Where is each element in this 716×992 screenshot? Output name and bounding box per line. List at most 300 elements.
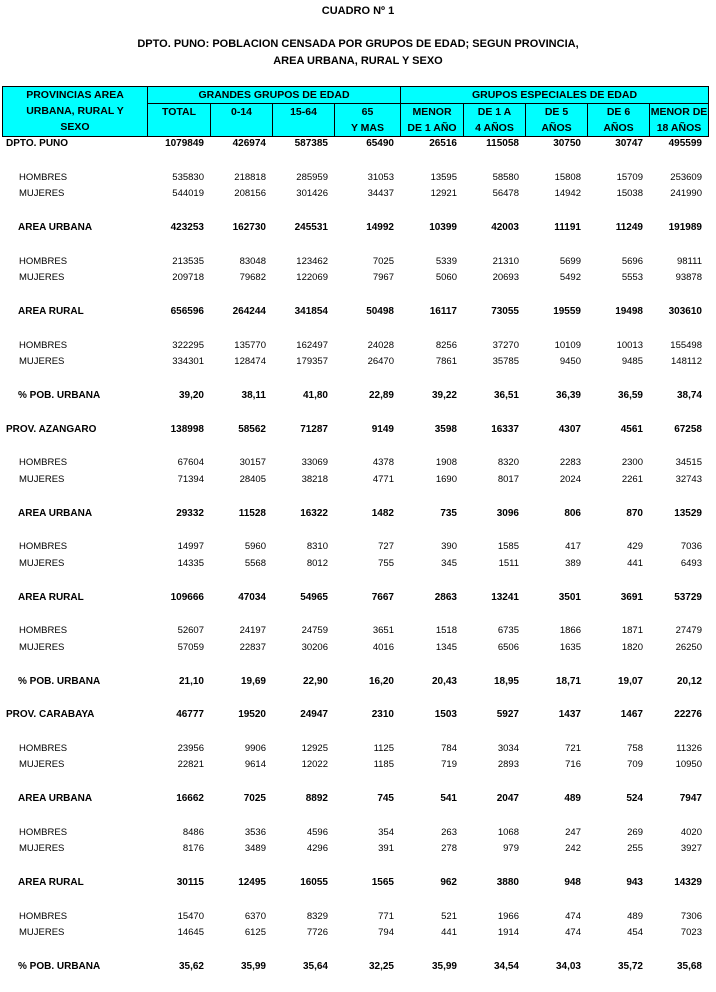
cell-value: 474	[565, 927, 581, 939]
row-label: MUJERES	[19, 557, 65, 569]
cell-value: 162497	[296, 339, 328, 351]
row-label: DPTO. PUNO	[6, 138, 69, 149]
cell-value: 521	[441, 910, 457, 922]
cell-value: 334301	[172, 356, 204, 368]
cell-value: 98111	[676, 255, 702, 267]
spacer-row	[2, 203, 708, 220]
row-label: AREA RURAL	[18, 591, 84, 603]
cell-value: 745	[377, 793, 394, 805]
cell-value: 4771	[372, 473, 394, 485]
table-row	[2, 506, 708, 523]
spacer-cell	[2, 489, 708, 506]
row-label: HOMBRES	[19, 625, 68, 637]
cell-value: 9450	[559, 356, 581, 368]
cell-value: 15709	[616, 171, 643, 183]
cell-value: 1585	[497, 541, 519, 553]
cell-value: 5339	[435, 255, 457, 267]
cell-value: 242	[565, 843, 581, 855]
spacer-row	[2, 690, 708, 707]
table-row	[2, 925, 708, 942]
cell-value: 155498	[670, 339, 702, 351]
cell-value: 30750	[553, 138, 581, 149]
cell-value: 1914	[497, 927, 519, 939]
table-row	[2, 556, 708, 573]
cell-value: 26250	[675, 641, 702, 653]
cell-value: 735	[440, 507, 457, 519]
spacer-cell	[2, 724, 708, 741]
cell-value: 4296	[306, 843, 328, 855]
row-label: MUJERES	[19, 927, 65, 939]
cell-value: 255	[627, 843, 643, 855]
row-label: HOMBRES	[19, 910, 68, 922]
cell-value: 34,54	[493, 961, 519, 973]
cell-value: 13595	[430, 171, 457, 183]
cell-value: 806	[564, 507, 581, 519]
cell-value: 8892	[305, 793, 328, 805]
cell-value: 39,20	[178, 389, 204, 401]
cell-value: 10109	[554, 339, 581, 351]
spacer-cell	[2, 573, 708, 590]
cell-value: 57059	[177, 641, 204, 653]
cell-value: 4378	[372, 457, 394, 469]
cell-value: 10013	[616, 339, 643, 351]
row-label: AREA URBANA	[18, 793, 93, 805]
cell-value: 1079849	[165, 138, 204, 149]
cell-value: 544019	[172, 188, 204, 200]
cell-value: 6493	[680, 557, 702, 569]
cell-value: 6506	[497, 641, 519, 653]
table-row	[2, 825, 708, 842]
cell-value: 3489	[244, 843, 266, 855]
spacer-cell	[2, 774, 708, 791]
row-label: HOMBRES	[19, 457, 68, 469]
spacer-cell	[2, 892, 708, 909]
cell-value: 15470	[177, 910, 204, 922]
cell-value: 11191	[554, 221, 581, 233]
cell-value: 1908	[435, 457, 457, 469]
cell-value: 771	[378, 910, 394, 922]
cell-value: 47034	[238, 591, 266, 603]
cell-value: 22837	[239, 641, 266, 653]
cell-value: 474	[565, 910, 581, 922]
cell-value: 22,90	[302, 675, 328, 687]
cell-value: 5927	[496, 709, 519, 721]
cell-value: 489	[564, 793, 581, 805]
spacer-row	[2, 808, 708, 825]
cell-value: 7667	[371, 591, 394, 603]
cell-value: 83048	[239, 255, 266, 267]
cell-value: 454	[627, 927, 643, 939]
cell-value: 3598	[434, 423, 457, 435]
table-row	[2, 741, 708, 758]
cell-value: 20693	[492, 272, 519, 284]
cell-value: 30157	[239, 457, 266, 469]
cell-value: 3880	[496, 877, 519, 889]
table-title-line1: DPTO. PUNO: POBLACION CENSADA POR GRUPOS DE EDAD; SEGUN PROVINCIA,	[137, 38, 579, 50]
cell-value: 65490	[366, 138, 394, 149]
cell-value: 1866	[559, 625, 581, 637]
spacer-cell	[2, 942, 708, 959]
cell-value: 6735	[497, 625, 519, 637]
table-row	[2, 623, 708, 640]
cell-value: 19498	[615, 305, 643, 317]
cell-value: 24028	[367, 339, 394, 351]
cell-value: 35,99	[240, 961, 266, 973]
cell-value: 4016	[372, 641, 394, 653]
cell-value: 3691	[620, 591, 643, 603]
cell-value: 9614	[244, 759, 266, 771]
cell-value: 218818	[234, 171, 266, 183]
cell-value: 8017	[497, 473, 519, 485]
cell-value: 3927	[680, 843, 702, 855]
cell-value: 2300	[621, 457, 643, 469]
cell-value: 20,43	[431, 675, 457, 687]
cell-value: 7726	[306, 927, 328, 939]
cell-value: 38,74	[676, 389, 702, 401]
table-row	[2, 757, 708, 774]
row-label: MUJERES	[19, 356, 65, 368]
spacer-row	[2, 489, 708, 506]
cell-value: 162730	[232, 221, 266, 233]
cell-value: 21310	[492, 255, 519, 267]
header-group-special: GRUPOS ESPECIALES DE EDAD	[401, 87, 709, 104]
cell-value: 9906	[244, 742, 266, 754]
table-row	[2, 170, 708, 187]
cell-value: 8310	[306, 541, 328, 553]
cell-value: 4020	[680, 826, 702, 838]
spacer-row	[2, 522, 708, 539]
table-header	[2, 86, 709, 137]
cell-value: 247	[565, 826, 581, 838]
cell-value: 16055	[300, 877, 328, 889]
cell-value: 30747	[615, 138, 643, 149]
table-row	[2, 220, 708, 237]
row-label: HOMBRES	[19, 255, 68, 267]
cell-value: 345	[441, 557, 457, 569]
cell-value: 423253	[170, 221, 204, 233]
cell-value: 10399	[429, 221, 457, 233]
cell-value: 7967	[372, 272, 394, 284]
row-label: MUJERES	[19, 272, 65, 284]
cell-value: 35,62	[178, 961, 204, 973]
cell-value: 12495	[238, 877, 266, 889]
cell-value: 54965	[300, 591, 328, 603]
spacer-cell	[2, 808, 708, 825]
spacer-cell	[2, 405, 708, 422]
spacer-row	[2, 438, 708, 455]
table-row	[2, 338, 708, 355]
cell-value: 209718	[172, 272, 204, 284]
table-row	[2, 707, 708, 724]
header-col-6: DE 6 AÑOS	[588, 104, 650, 137]
cell-value: 784	[441, 742, 457, 754]
cell-value: 14645	[177, 927, 204, 939]
spacer-row	[2, 237, 708, 254]
cell-value: 5060	[435, 272, 457, 284]
cell-value: 79682	[239, 272, 266, 284]
header-col-65-plus: 65 Y MAS	[335, 104, 401, 137]
row-label: HOMBRES	[19, 541, 68, 553]
cell-value: 541	[440, 793, 457, 805]
table-row	[2, 422, 708, 439]
spacer-row	[2, 371, 708, 388]
cell-value: 253609	[670, 171, 702, 183]
cell-value: 109666	[170, 591, 204, 603]
cell-value: 709	[627, 759, 643, 771]
cell-value: 71394	[177, 473, 204, 485]
cell-value: 5699	[559, 255, 581, 267]
cell-value: 191989	[668, 221, 702, 233]
cell-value: 1125	[373, 742, 394, 754]
cell-value: 1185	[373, 759, 394, 771]
cell-value: 6125	[244, 927, 266, 939]
cell-value: 16,20	[368, 675, 394, 687]
spacer-cell	[2, 690, 708, 707]
cell-value: 13529	[674, 507, 702, 519]
cell-value: 19520	[238, 709, 266, 721]
row-label: % POB. URBANA	[18, 961, 101, 973]
cell-value: 31053	[367, 171, 394, 183]
cell-value: 7947	[679, 793, 702, 805]
cell-value: 12921	[430, 188, 457, 200]
cell-value: 28405	[239, 473, 266, 485]
cell-value: 128474	[234, 356, 266, 368]
cell-value: 489	[627, 910, 643, 922]
spacer-row	[2, 573, 708, 590]
spacer-cell	[2, 438, 708, 455]
cell-value: 9485	[621, 356, 643, 368]
row-label: MUJERES	[19, 641, 65, 653]
header-col-menor-1: MENOR DE 1 AÑO	[401, 104, 464, 137]
cell-value: 18,71	[555, 675, 581, 687]
cell-value: 948	[564, 877, 581, 889]
cell-value: 426974	[232, 138, 266, 149]
cell-value: 19,07	[617, 675, 643, 687]
row-label: PROV. CARABAYA	[6, 709, 95, 721]
cell-value: 8256	[435, 339, 457, 351]
table-row	[2, 136, 708, 153]
row-label: MUJERES	[19, 759, 65, 771]
cell-value: 1966	[497, 910, 519, 922]
cell-value: 13241	[491, 591, 519, 603]
cell-value: 23956	[177, 742, 204, 754]
cell-value: 3096	[496, 507, 519, 519]
cell-value: 35,68	[676, 961, 702, 973]
cell-value: 38,11	[241, 389, 266, 401]
cell-value: 22,89	[368, 389, 394, 401]
cell-value: 1820	[621, 641, 643, 653]
cell-value: 2893	[497, 759, 519, 771]
cell-value: 389	[565, 557, 581, 569]
cell-value: 50498	[366, 305, 394, 317]
cell-value: 285959	[296, 171, 328, 183]
row-label: HOMBRES	[19, 742, 68, 754]
cell-value: 5960	[244, 541, 266, 553]
cell-value: 758	[627, 742, 643, 754]
cell-value: 20,12	[676, 675, 702, 687]
cell-value: 56478	[492, 188, 519, 200]
cell-value: 36,59	[617, 389, 643, 401]
cell-value: 7025	[243, 793, 266, 805]
cell-value: 11249	[615, 221, 643, 233]
cell-value: 122069	[296, 272, 328, 284]
cell-value: 19,69	[240, 675, 266, 687]
cell-value: 6370	[244, 910, 266, 922]
cell-value: 148112	[671, 356, 702, 368]
cell-value: 870	[626, 507, 643, 519]
cell-value: 38218	[301, 473, 328, 485]
cell-value: 115058	[486, 138, 519, 149]
table-row	[2, 388, 708, 405]
cell-value: 15038	[616, 188, 643, 200]
cell-value: 2310	[371, 709, 394, 721]
row-label: HOMBRES	[19, 826, 68, 838]
table-row	[2, 909, 708, 926]
cell-value: 24759	[301, 625, 328, 637]
cell-value: 4561	[620, 423, 643, 435]
table-row	[2, 674, 708, 691]
cell-value: 1467	[620, 709, 643, 721]
spacer-row	[2, 405, 708, 422]
spacer-row	[2, 942, 708, 959]
spacer-cell	[2, 858, 708, 875]
header-col-15-64: 15-64	[273, 104, 335, 137]
cell-value: 794	[378, 927, 394, 939]
spacer-cell	[2, 606, 708, 623]
cell-value: 1511	[498, 557, 519, 569]
cell-value: 11528	[238, 507, 266, 519]
cell-value: 278	[441, 843, 457, 855]
table-row	[2, 959, 708, 976]
cell-value: 213535	[172, 255, 204, 267]
cell-value: 755	[378, 557, 394, 569]
cell-value: 19559	[553, 305, 581, 317]
cell-value: 14329	[674, 877, 702, 889]
cell-value: 7023	[680, 927, 702, 939]
spacer-cell	[2, 522, 708, 539]
cell-value: 1690	[435, 473, 457, 485]
table-row	[2, 472, 708, 489]
cell-value: 5553	[621, 272, 643, 284]
cell-value: 11326	[676, 742, 702, 754]
table-row	[2, 590, 708, 607]
cell-value: 1518	[435, 625, 457, 637]
spacer-row	[2, 287, 708, 304]
row-label: HOMBRES	[19, 171, 68, 183]
cell-value: 35,99	[431, 961, 457, 973]
cell-value: 52607	[177, 625, 204, 637]
cell-value: 7025	[372, 255, 394, 267]
cell-value: 441	[627, 557, 643, 569]
table-row	[2, 254, 708, 271]
cell-value: 14335	[177, 557, 204, 569]
table-row	[2, 455, 708, 472]
cell-value: 16322	[300, 507, 328, 519]
cell-value: 241990	[670, 188, 702, 200]
cell-value: 135770	[234, 339, 266, 351]
cell-value: 4596	[306, 826, 328, 838]
cell-value: 1635	[559, 641, 581, 653]
cell-value: 12022	[301, 759, 328, 771]
spacer-row	[2, 321, 708, 338]
table-row	[2, 270, 708, 287]
cell-value: 67258	[674, 423, 702, 435]
cell-value: 7036	[680, 541, 702, 553]
cell-value: 535830	[172, 171, 204, 183]
cell-value: 245531	[294, 221, 328, 233]
cell-value: 22821	[177, 759, 204, 771]
data-table	[2, 136, 708, 976]
cell-value: 2283	[559, 457, 581, 469]
cell-value: 3501	[558, 591, 581, 603]
cell-value: 5492	[559, 272, 581, 284]
cell-value: 35785	[492, 356, 519, 368]
cell-value: 1068	[497, 826, 519, 838]
spacer-row	[2, 724, 708, 741]
cell-value: 42003	[491, 221, 519, 233]
cell-value: 123462	[296, 255, 328, 267]
cell-value: 29332	[176, 507, 204, 519]
cell-value: 269	[627, 826, 643, 838]
cell-value: 1437	[558, 709, 581, 721]
cell-value: 2024	[559, 473, 581, 485]
cell-value: 73055	[491, 305, 519, 317]
spacer-row	[2, 153, 708, 170]
cell-value: 943	[626, 877, 643, 889]
cell-value: 208156	[234, 188, 266, 200]
cell-value: 37270	[492, 339, 519, 351]
cell-value: 35,64	[302, 961, 328, 973]
cell-value: 1565	[371, 877, 394, 889]
row-label: % POB. URBANA	[18, 675, 101, 687]
cell-value: 9149	[371, 423, 394, 435]
cell-value: 5568	[244, 557, 266, 569]
cell-value: 24197	[239, 625, 266, 637]
table-row	[2, 186, 708, 203]
cell-value: 1482	[371, 507, 394, 519]
cell-value: 26470	[367, 356, 394, 368]
cell-value: 1871	[621, 625, 643, 637]
cell-value: 18,95	[493, 675, 519, 687]
cell-value: 727	[378, 541, 394, 553]
spacer-row	[2, 858, 708, 875]
cell-value: 39,22	[431, 389, 457, 401]
cell-value: 14992	[366, 221, 394, 233]
header-col-0-14: 0-14	[211, 104, 273, 137]
table-row	[2, 640, 708, 657]
cell-value: 7306	[680, 910, 702, 922]
cell-value: 979	[503, 843, 519, 855]
table-row	[2, 304, 708, 321]
spacer-row	[2, 657, 708, 674]
row-label: AREA RURAL	[18, 305, 84, 317]
cell-value: 391	[378, 843, 394, 855]
cell-value: 58580	[492, 171, 519, 183]
cell-value: 719	[441, 759, 457, 771]
cell-value: 16662	[176, 793, 204, 805]
cell-value: 93878	[675, 272, 702, 284]
spacer-row	[2, 774, 708, 791]
cell-value: 16337	[491, 423, 519, 435]
cell-value: 16117	[429, 305, 457, 317]
cell-value: 14942	[554, 188, 581, 200]
cell-value: 3651	[372, 625, 394, 637]
cell-value: 36,39	[555, 389, 581, 401]
cell-value: 46777	[176, 709, 204, 721]
cell-value: 301426	[296, 188, 328, 200]
spacer-cell	[2, 657, 708, 674]
table-row	[2, 791, 708, 808]
